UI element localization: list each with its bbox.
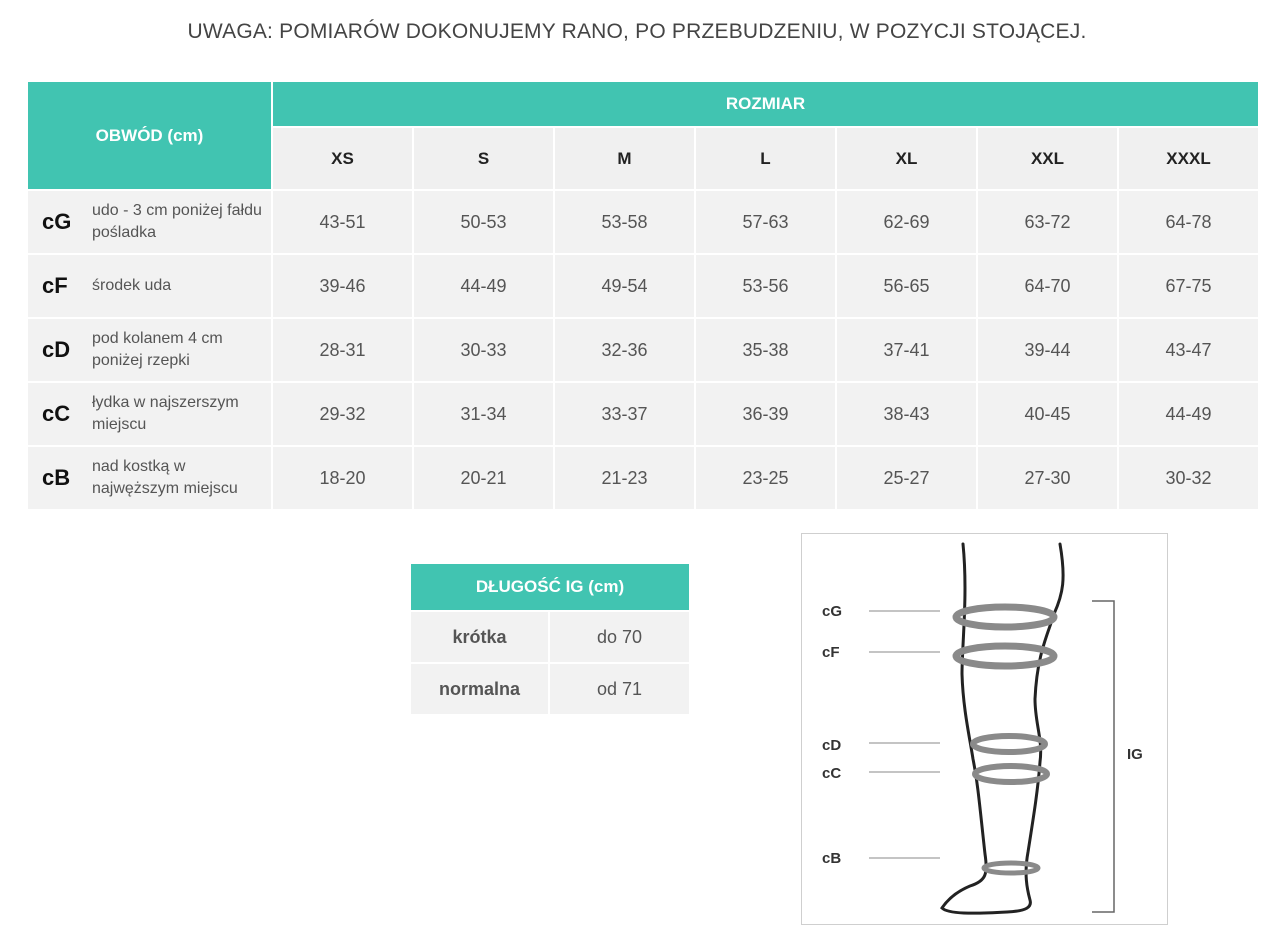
table-cell: 43-47 (1119, 319, 1258, 381)
leg-diagram-svg (802, 534, 1167, 924)
table-cell: 56-65 (837, 255, 976, 317)
band-cd (973, 736, 1045, 752)
row-code: cD (42, 337, 71, 362)
table-cell: 50-53 (414, 191, 553, 253)
diagram-label-ig: IG (1127, 746, 1143, 763)
table-cell: 23-25 (696, 447, 835, 509)
row-label-cg (28, 191, 271, 253)
band-cg (956, 607, 1054, 627)
length-label-normalna: normalna (411, 664, 548, 714)
size-header-l: L (696, 128, 835, 189)
table-cell: 44-49 (414, 255, 553, 317)
table-cell: 62-69 (837, 191, 976, 253)
length-label-krotka: krótka (411, 612, 548, 662)
size-header-xxl: XXL (978, 128, 1117, 189)
row-label-cf (28, 255, 271, 317)
size-header-xxxl: XXXL (1119, 128, 1258, 189)
table-cell: 43-51 (273, 191, 412, 253)
table-cell: 32-36 (555, 319, 694, 381)
table-cell: 18-20 (273, 447, 412, 509)
length-header: DŁUGOŚĆ IG (cm) (411, 564, 689, 610)
table-cell: 40-45 (978, 383, 1117, 445)
table-cell: 53-56 (696, 255, 835, 317)
ig-bracket (1092, 601, 1114, 912)
table-cell: 21-23 (555, 447, 694, 509)
size-header-xl: XL (837, 128, 976, 189)
table-cell: 57-63 (696, 191, 835, 253)
row-desc: środek uda (92, 277, 172, 294)
size-header-s: S (414, 128, 553, 189)
table-cell: 20-21 (414, 447, 553, 509)
table-cell: 27-30 (978, 447, 1117, 509)
size-table (28, 82, 1258, 509)
size-header-xs: XS (273, 128, 412, 189)
obwod-header: OBWÓD (cm) (28, 82, 271, 189)
table-cell: 67-75 (1119, 255, 1258, 317)
table-cell: 38-43 (837, 383, 976, 445)
table-cell: 36-39 (696, 383, 835, 445)
table-cell: 29-32 (273, 383, 412, 445)
table-cell: 31-34 (414, 383, 553, 445)
table-cell: 37-41 (837, 319, 976, 381)
length-value: do 70 (550, 612, 689, 662)
table-cell: 30-33 (414, 319, 553, 381)
notice-text: UWAGA: POMIARÓW DOKONUJEMY RANO, PO PRZEBUDZENIU, W POZYCJI STOJĄCEJ. (187, 20, 1087, 43)
length-value: od 71 (550, 664, 689, 714)
table-cell: 25-27 (837, 447, 976, 509)
table-cell: 49-54 (555, 255, 694, 317)
diagram-label-cg: cG (822, 603, 843, 620)
band-cc (975, 766, 1047, 782)
leg-diagram (801, 533, 1168, 925)
diagram-label-cc: cC (822, 765, 842, 782)
row-code: cF (42, 273, 68, 298)
row-desc: nad kostką w najwęższym miejscu (92, 458, 238, 497)
row-desc: udo - 3 cm poniżej fałdu pośladka (92, 202, 262, 241)
table-cell: 64-78 (1119, 191, 1258, 253)
row-code: cG (42, 209, 72, 234)
table-cell: 35-38 (696, 319, 835, 381)
diagram-label-cf: cF (822, 644, 840, 661)
row-label-cc (28, 383, 271, 445)
table-cell: 64-70 (978, 255, 1117, 317)
band-cb (984, 863, 1038, 873)
size-header-m: M (555, 128, 694, 189)
table-cell: 44-49 (1119, 383, 1258, 445)
row-label-cd (28, 319, 271, 381)
table-cell: 30-32 (1119, 447, 1258, 509)
row-label-cb (28, 447, 271, 509)
table-cell: 63-72 (978, 191, 1117, 253)
table-cell: 53-58 (555, 191, 694, 253)
table-cell: 39-44 (978, 319, 1117, 381)
table-cell: 33-37 (555, 383, 694, 445)
row-code: cB (42, 465, 71, 490)
diagram-label-cb: cB (822, 850, 842, 867)
leg-outline (942, 544, 1063, 913)
table-cell: 39-46 (273, 255, 412, 317)
length-table (411, 564, 689, 714)
row-desc: łydka w najszerszym miejscu (92, 394, 239, 433)
row-desc: pod kolanem 4 cm poniżej rzepki (92, 330, 223, 369)
row-code: cC (42, 401, 71, 426)
table-cell: 28-31 (273, 319, 412, 381)
diagram-label-cd: cD (822, 737, 842, 754)
rozmiar-header: ROZMIAR (273, 82, 1258, 126)
